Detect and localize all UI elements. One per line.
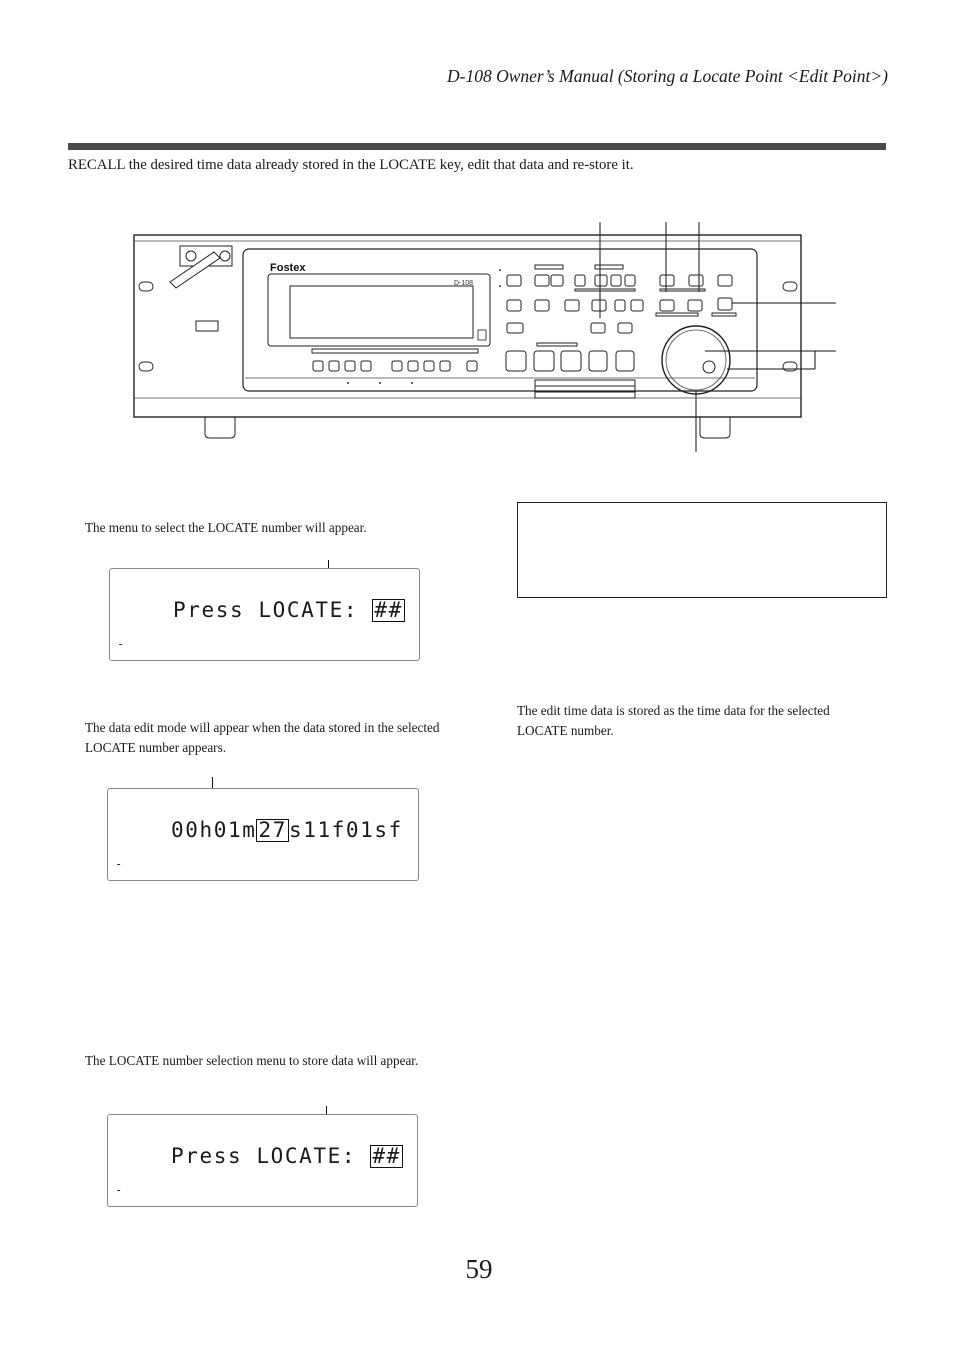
lcd-seconds-field: 27 xyxy=(258,818,287,842)
step-4-description: The edit time data is stored as the time data for the selected LOCATE number. xyxy=(517,703,830,738)
page-header-title: D-108 Owner’s Manual (Storing a Locate Point <Edit Point>) xyxy=(446,66,888,86)
intro-text: RECALL the desired time data already stored in the LOCATE key, edit that data and re-store it. xyxy=(68,157,634,173)
step-3-description: The LOCATE number selection menu to store data will appear. xyxy=(85,1053,419,1068)
page-number: 59 xyxy=(465,1254,493,1284)
device-model-text: D-108 xyxy=(454,280,474,287)
step-2-lcd-display xyxy=(107,788,419,881)
lcd-cursor: - xyxy=(115,857,123,871)
step-1-description: The menu to select the LOCATE number will appear. xyxy=(85,520,367,535)
step-3-lcd-display xyxy=(107,1114,418,1207)
step-2-description: The data edit mode will appear when the data stored in the selected LOCATE number appears. xyxy=(85,720,440,755)
locate-number-field: ## xyxy=(372,1144,401,1168)
lcd-time-frames: s11f01sf xyxy=(288,818,403,842)
note-box xyxy=(517,502,887,598)
lcd-cursor: - xyxy=(115,1183,123,1197)
lcd-cursor: - xyxy=(117,637,125,651)
lcd-text-prefix: Press LOCATE: xyxy=(172,598,373,622)
section-rule xyxy=(68,143,886,150)
lcd-text-prefix: Press LOCATE: xyxy=(170,1144,371,1168)
lcd-time-hours-minutes: 00h01m xyxy=(170,818,257,842)
device-front-panel-illustration xyxy=(0,215,954,455)
locate-number-field: ## xyxy=(374,598,403,622)
step-1-lcd-display xyxy=(109,568,420,661)
device-brand-text: Fostex xyxy=(270,262,306,274)
